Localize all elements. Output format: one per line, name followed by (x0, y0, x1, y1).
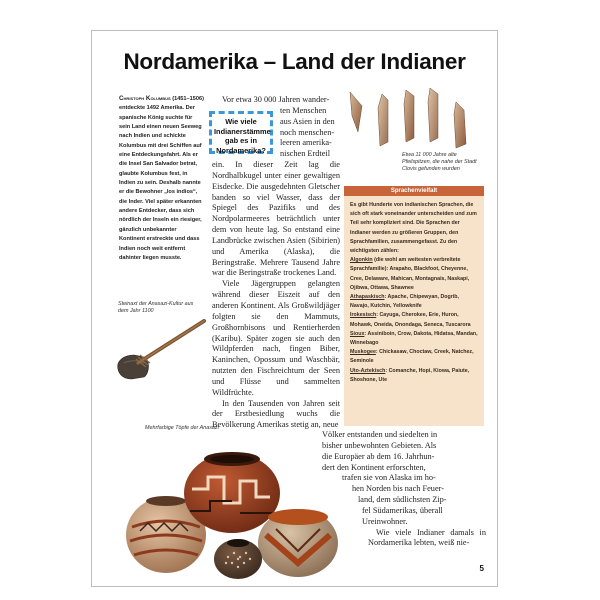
body-line: Ureinwohner. (362, 516, 408, 526)
arrowheads-caption: Etwa 11 000 Jahre alte Pfeilspitzen, die nahe der Stadt Clovis gefunden wurden (402, 152, 477, 172)
language-family (350, 348, 478, 366)
stone-axe-image (110, 317, 210, 387)
family-name: Athapaskisch (350, 294, 385, 301)
body-line: noch menschen- (280, 127, 335, 137)
body-line: ten Menschen (280, 105, 327, 115)
book-page (91, 30, 498, 587)
family-name: Muskogee (350, 349, 376, 356)
arrowheads-image (344, 86, 484, 154)
family-name: Irokesisch (350, 312, 377, 319)
pots-caption: Mehrfarbige Töpfe der Anasazi (145, 425, 219, 431)
family-tribes: : Apache, Chipewyan, Dogrib, Navajo, Kutchin, Yellowknife (350, 294, 460, 310)
language-family (350, 256, 478, 293)
language-family (350, 293, 478, 311)
page-number: 5 (479, 564, 484, 573)
family-name: Uto-Aztekisch (350, 367, 386, 374)
page-title: Nordamerika – Land der Indianer (123, 49, 466, 74)
pottery-image (120, 431, 346, 583)
body-text-bottom (322, 430, 486, 549)
pot-small (214, 539, 262, 579)
family-tribes: (die wohl am weitesten verbreitete Sprachfamilie): Arapaho, Blackfoot, Cheyenne, Cree, Delaware, Mahican, Montagnais, Naskapi, Ojibwa, Ottawa, Shawnee (350, 257, 470, 291)
body-paragraph-2: Viele Jägergruppen gelangten während dieser Eiszeit auf den anderen Kontinent. Als Großwildjäger folgten sie den Mammuts, Großhornbisons und Rentierherden (Karibu). Später zogen sie auch den Wildpferden nach, fingen Biber, Kaninchen, Opossum und Waschbär, nutzten den Fischreichtum der Seen und Flüsse und sammelten Wildfrüchte. (212, 279, 340, 397)
language-box (344, 186, 484, 426)
axe-caption: Steinaxt der Anasazi-Kultur aus dem Jahr 1100 (118, 301, 194, 314)
body-text-top (212, 95, 340, 160)
language-family (350, 311, 478, 329)
body-line: hen Norden bis nach Feuer- (352, 484, 444, 494)
family-tribes: : Chickasaw, Choctaw, Creek, Natchez, Seminole (350, 349, 474, 365)
arrowhead (454, 102, 466, 148)
body-paragraph-1: Zeit lag die Nordhalbkugel unter einer gewaltigen Eisdecke. Die ausgedehnten Gletscher banden so viel Wasser, dass der Spiegel des Pazifiks und des Nordpolarmeeres beträchtlich unter dem von heute lag. So entstand eine Landbrücke zwischen Asien (Sibirien) und Amerika (Alaska), die Beringstraße. Mehrere Tausend Jahre war die Beringstraße trockenes Land. (212, 160, 340, 278)
body-text-main (212, 160, 340, 431)
pot-center (184, 452, 280, 533)
arrowhead (404, 90, 414, 142)
language-box-header: Sprachenvielfalt (344, 186, 484, 196)
body-line: bisher unbewohnten Gebieten. Als (322, 440, 437, 450)
body-paragraph-3: In den Tausenden von Jahren seit der Erstbesiedlung wuchs die Bevölkerung Amerikas stetig an, neue (212, 398, 340, 430)
body-line: Vor etwa 30 000 Jahren wander- (222, 95, 330, 104)
language-family (350, 367, 478, 385)
body-line: nischen Erdteil (280, 149, 330, 159)
arrowhead (378, 94, 388, 146)
body-line: die Europäer ab dem 16. Jahrhun- (322, 451, 435, 461)
arrowhead (350, 92, 362, 132)
language-intro: Es gibt Hunderte von indianischen Sprachen, die sich oft stark voneinander unterscheiden und zum Teil sehr kompliziert sind. Die Sprachen der Indianer werden zu größeren Gruppen, den Sprachfamilien, zusammengefasst. Zu den wichtigsten zählen: (350, 202, 477, 255)
body-line: fel Südamerikas, überall (362, 505, 443, 515)
body-line: dert den Kontinent erforschten, (322, 462, 426, 472)
body-paragraph-last: Wie viele Indianer damals in Nordamerika lebten, weiß nie- (368, 527, 486, 548)
language-box-body (344, 196, 484, 390)
body-line: Völker entstanden und siedelten in (322, 430, 438, 439)
family-name: Algonkin (350, 257, 373, 264)
body-line: trafen sie von Alaska im ho- (342, 473, 436, 483)
body-line: ein. In dieser (212, 160, 274, 169)
family-tribes: : Assiniboin, Crow, Dakota, Hidatsa, Mandan, Winnebago (350, 330, 478, 347)
body-paragraph (212, 160, 340, 279)
arrowhead (428, 88, 438, 142)
sidebar-text: (1451–1506) entdeckte 1492 Amerika. Der spanische König suchte für sein Land einen neuen Seeweg nach Indien und schickte Kolumbus mit drei Schiffen auf eine Entdeckungsfahrt. Als er die Insel San Salvador betrat, glaubte Kolumbus fest, in Indien zu sein. Deshalb nannte er die Bewohner „los indios“, die Inder. Viel später erkannten andere Entdecker, dass sich nördlich der Inseln ein riesiger, gänzlich unbekannter Kontinent erstreckte und dass Indien noch weit entfernt dahinter liegen musste. (119, 96, 204, 261)
body-line: leeren amerika- (280, 138, 332, 148)
family-tribes: : Cayuga, Cherokee, Erie, Huron, Mohawk, Oneida, Onondaga, Seneca, Tuscarora (350, 312, 471, 328)
family-tribes: : Comanche, Hopi, Kiowa, Paiute, Shoshone, Ute (350, 367, 470, 383)
columbus-sidebar (119, 94, 204, 263)
body-line: aus Asien in den (280, 116, 335, 126)
family-name: Sioux (350, 330, 365, 337)
language-family (350, 330, 478, 348)
question-box: Wie viele Indianerstämme gab es in Nordamerika? (209, 111, 273, 154)
sidebar-lead: Christoph Kolumbus (119, 95, 171, 102)
body-line: land, dem südlichsten Zip- (358, 495, 447, 505)
